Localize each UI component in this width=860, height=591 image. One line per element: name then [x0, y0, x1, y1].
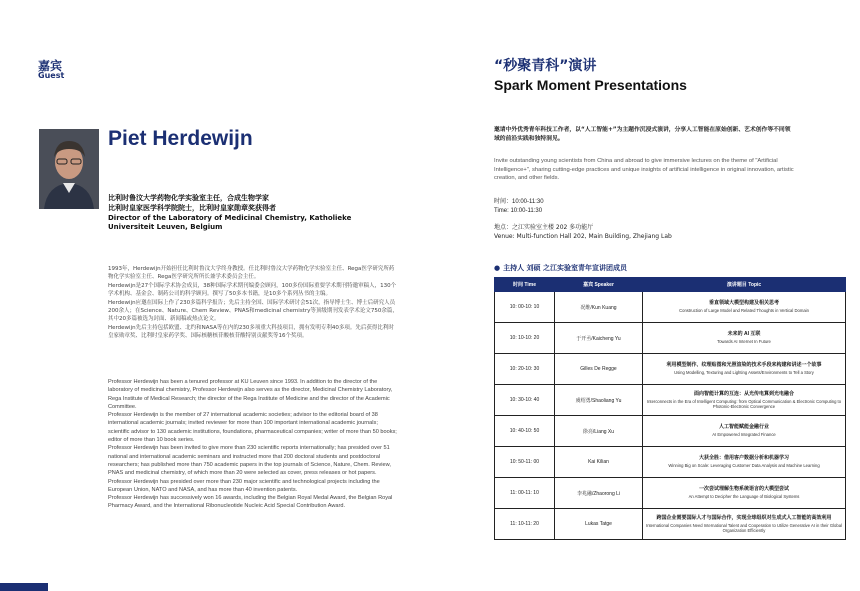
speaker-title-zh-line1: 比利时鲁汶大学药物化学实验室主任，合成生物学家: [108, 194, 269, 202]
bio-zh-paragraph: Herdewijn应邀在国际上作了230多篇科学报告；先后主持全国、国际学术研讨会51次，指导博士生、博士后研究人员200余人；在Science、Nature、Chem Review、PNAS和medicinal chemistry等顶级期刊发表学术论文750余篇，其中20多篇被选为封面、新闻稿或热点论文。: [108, 299, 398, 323]
bio-en-paragraph: Professor Herdewijn is the member of 27 international academic societies; advisor to the editorial board of 38 international academic journals; invited reviewer for more than 100 important international academic journals; scientific advisor to 130 academic institutions, foundations, pharmaceutical companies; writer of more than 50 books; editor of more than 10 book series.: [108, 412, 397, 444]
topic-zh: 利用模型制作、纹理贴图和光照渲染的技术手段来构建和讲述一个故事: [666, 362, 822, 369]
event-time-en: Time: 10:00-11:30: [494, 208, 543, 214]
table-row: [495, 416, 846, 447]
cell-speaker: Kai Kilian: [555, 447, 643, 478]
cell-topic: [643, 478, 846, 509]
topic-zh: 跨国企业需要国际人才与国际合作，实现全球组织对生成式人工智能的高效利用: [656, 514, 832, 521]
bullet-icon: ●: [494, 264, 501, 272]
cell-speaker: 于开丞/Kaicheng Yu: [555, 323, 643, 354]
section-heading-en: Guest: [38, 71, 65, 80]
event-time: [494, 198, 544, 216]
event-venue: [494, 223, 672, 241]
cell-speaker: Lukas Tatge: [555, 509, 643, 540]
section-heading-zh: 嘉宾: [38, 59, 63, 73]
cell-speaker: Gilles De Regge: [555, 354, 643, 385]
topic-zh: 大获全胜：借用客户数据分析和机器学习: [698, 455, 789, 462]
cell-topic: [643, 292, 846, 323]
cell-topic: [643, 323, 846, 354]
cell-topic: [643, 354, 846, 385]
topic-en: Interconnects in the Era of Intelligent Computing: from Optical Communication & Electronic Computing to Photonic-Electronic Convergence: [646, 398, 842, 409]
topic-zh: 面向智能计算的互连：从光传电算到光电融合: [693, 390, 794, 397]
table-row: [495, 323, 846, 354]
header-time: 时间 Time: [495, 278, 555, 292]
bio-en-paragraph: Professor Herdewijn has been invited to give more than 230 scientific reports internationally; has presided over 51 national and international academic seminars and instructed more that 200 doctoral students and postdoctoral researchers; has published more than 750 academic papers in the top journals of Science, Nature, Chem. Review, PNAS and medicinal chemistry, of which more than 20 were selected as cover, press releases or hot papers.: [108, 445, 391, 477]
cell-speaker: 况维/Kun Kuang: [555, 292, 643, 323]
event-venue-zh: 地点：之江实验室主楼 202 多功能厅: [494, 224, 594, 231]
cell-time: 10: 50-11: 00: [495, 447, 555, 478]
event-title-zh: “秒聚青科”演讲: [494, 58, 597, 74]
corner-accent-bar: [0, 583, 48, 591]
topic-en: An Attempt to Decipher the Language of Biological Systems: [688, 494, 800, 500]
cell-time: 10: 20-10: 30: [495, 354, 555, 385]
header-topic: 演讲题目 Topic: [643, 278, 846, 292]
host-text: 主持人 刘硕 之江实验室青年宣讲团成员: [503, 264, 627, 272]
table-row: [495, 354, 846, 385]
cell-time: 11: 10-11: 20: [495, 509, 555, 540]
topic-zh: 未来的 AI 互联: [727, 331, 761, 338]
cell-time: 11: 00-11: 10: [495, 478, 555, 509]
topic-zh: 垂直领域大模型构建及相关思考: [708, 300, 779, 307]
table-row: [495, 478, 846, 509]
cell-time: 10: 40-10: 50: [495, 416, 555, 447]
cell-topic: [643, 416, 846, 447]
topic-en: Construction of Large Model and Related Thoughts in Vertical Domain: [679, 308, 809, 314]
cell-topic: [643, 447, 846, 478]
topic-en: Towards AI Internet In Future: [717, 339, 771, 345]
event-time-zh: 时间：10:00-11:30: [494, 199, 544, 205]
speaker-title-en: Director of the Laboratory of Medicinal Chemistry, Katholieke Universiteit Leuven, Belgium: [108, 214, 352, 231]
event-title-en: Spark Moment Presentations: [494, 77, 687, 93]
cell-time: 10: 10-10: 20: [495, 323, 555, 354]
table-row: [495, 509, 846, 540]
topic-en: AI Empowered Integrated Finance: [712, 432, 776, 438]
host-line: [494, 263, 627, 273]
cell-topic: [643, 385, 846, 416]
cell-time: 10: 30-10: 40: [495, 385, 555, 416]
bio-zh-paragraph: 1993年，Herdewijn开始担任比利时鲁汶大学终身教授。任比利时鲁汶大学药物化学实验室主任、Rega医学研究所药物化学实验室主任、Rega医学研究所所长兼学术委员会主任。: [108, 266, 395, 281]
speaker-title-zh: [108, 193, 368, 213]
event-intro-en: Invite outstanding young scientists from China and abroad to give immersive lectures on the theme of "Artificial Intelligence+", sharing cutting-edge practices and unique insights of artificial intelligence in original innovation, artistic creation, and other fields.: [494, 158, 794, 181]
portrait-icon: [39, 129, 99, 209]
cell-time: 10: 00-10: 10: [495, 292, 555, 323]
topic-en: Using Modelling, Texturing and Lighting Assets/Environments to Tell a Story: [674, 370, 814, 376]
table-header-row: [495, 278, 846, 292]
event-intro-zh: 邀请中外优秀青年科技工作者，以“人工智能+”为主题作沉浸式演讲，分享人工智能在原始创新、艺术创作等不同领域的前沿实践和独特洞见。: [494, 127, 791, 142]
bio-zh: [108, 265, 398, 341]
table-row: [495, 292, 846, 323]
speaker-title-zh-line2: 比利时皇家医学科学院院士，比利时皇家勋章奖获得者: [108, 204, 276, 212]
bio-en-paragraph: Professor Herdewijn has successively won 16 awards, including the Belgian Royal Medal Award, the Belgian Royal Pharmacy Award, and the International Ribonucleotide Nucleic Acid Special Contribution Award.: [108, 495, 393, 510]
bio-en-paragraph: Professor Herdewijn has been a tenured professor at KU Leuven since 1993. In addition to the director of the laboratory of medicinal chemistry, Professor Herdewijn also serves as the director, Medicinal Chemistry Laboratory, Rega Institute of Medical Research; the director of the Rega Institute of Medicine and the director of the Academic Committee.: [108, 379, 393, 410]
topic-en: Winning Big on Scale: Leveraging Customer Data Analysis and Machine Learning: [668, 463, 820, 469]
cell-speaker: 徐亮/Liang Xu: [555, 416, 643, 447]
bio-en: [108, 378, 398, 511]
header-speaker: 嘉宾 Speaker: [555, 278, 643, 292]
bio-zh-paragraph: Herdewijn先后主持包括欧盟、北约和NASA等在内的230多项重大科技项目，拥有发明专利40多项。先后获得比利时皇家勋章奖、比利时皇家药学奖、国际核糖核苷酸核苷酸特别贡献奖等16个奖项。: [108, 324, 394, 340]
table-row: [495, 385, 846, 416]
table-row: [495, 447, 846, 478]
cell-speaker: 虞绍勇/Shaoliang Yu: [555, 385, 643, 416]
topic-zh: 一次尝试理解生物系统语言的大模型尝试: [698, 486, 789, 493]
event-venue-en: Venue: Multi-function Hall 202, Main Building, Zhejiang Lab: [494, 233, 672, 240]
speaker-name: Piet Herdewijn: [108, 127, 253, 150]
schedule-table: [494, 277, 846, 540]
bio-zh-paragraph: Herdewijn是27个国际学术协会成员，38种国际学术期刊编委会顾问，100多份国际重要学术期刊特邀审稿人，130个学术机构、基金会、制药公司的科学顾问。撰写了50多本书籍，是10多个系列丛书的主编。: [108, 282, 397, 298]
cell-topic: [643, 509, 846, 540]
cell-speaker: 李兆融/Zhaorong Li: [555, 478, 643, 509]
speaker-portrait: [39, 129, 99, 209]
topic-zh: 人工智能赋能金融行业: [718, 424, 769, 431]
bio-en-paragraph: Professor Herdewijn has presided over more than 230 major scientific and technological projects including the European Union, NATO and NASA, and has more than 40 invention patents.: [108, 478, 380, 493]
topic-en: International Companies Need International Talent and Cooperation to Utilize Generative AI in their Global Organization Efficiently: [646, 522, 842, 533]
